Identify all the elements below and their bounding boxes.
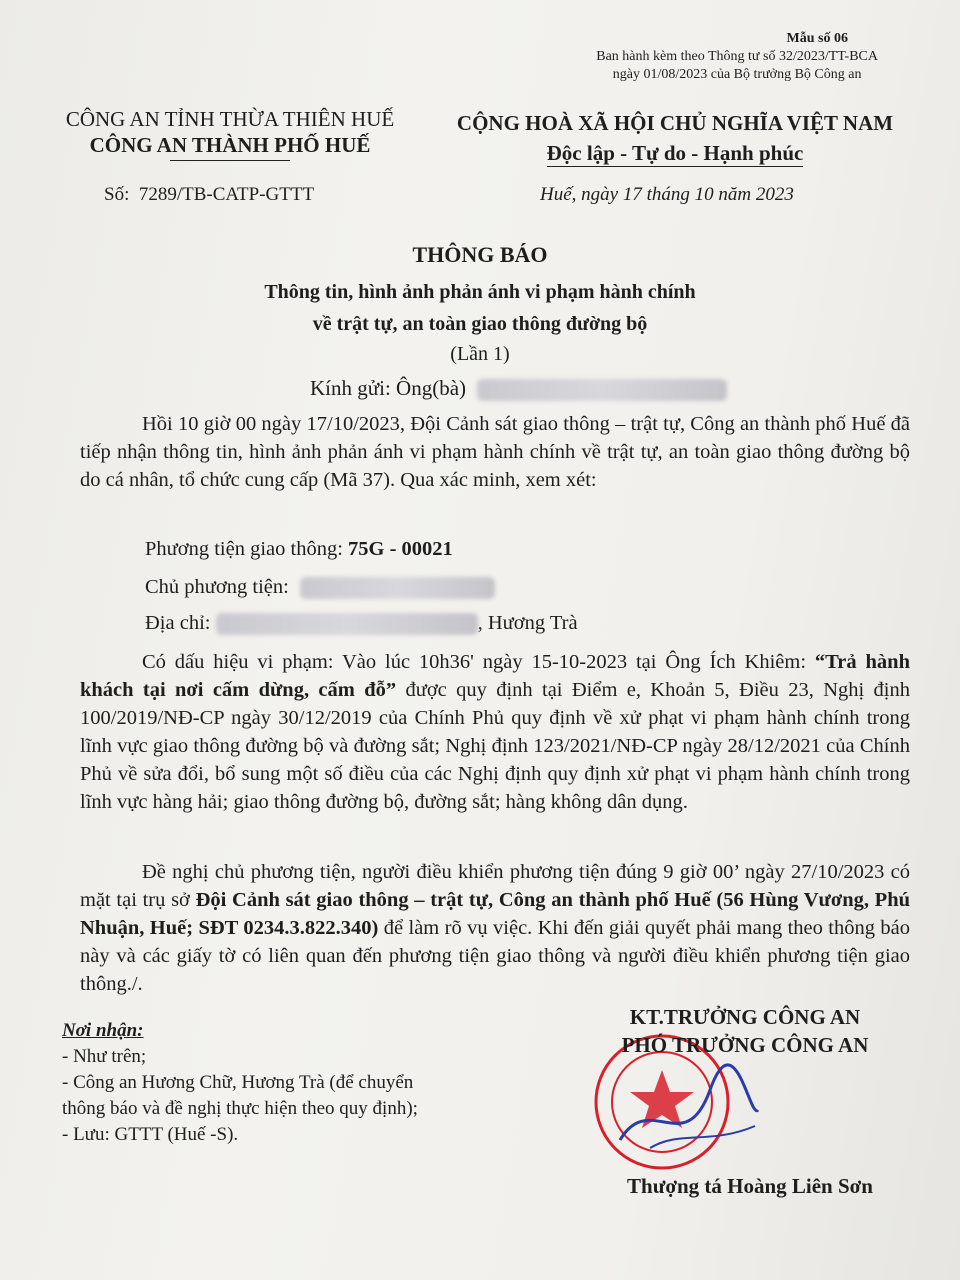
document-title: THÔNG BÁO	[412, 242, 548, 267]
recipient-line	[310, 376, 727, 401]
document-number	[104, 184, 314, 206]
signature-line1: KT.TRƯỞNG CÔNG AN	[629, 1005, 861, 1029]
form-issued-line2: ngày 01/08/2023 của Bộ trưởng Bộ Công an	[612, 67, 862, 82]
address-suffix: , Hương Trà	[477, 612, 578, 634]
form-reference	[596, 30, 878, 84]
subtitle-line1: Thông tin, hình ảnh phản ánh vi phạm hành chính	[264, 281, 696, 303]
request-lead: Đề nghị chủ phương tiện, người điều khiển phương tiện đúng 9 giờ 00’ ngày 27/10/2023 có mặt tại trụ sở	[80, 861, 910, 911]
signature-block	[580, 1003, 910, 1059]
vehicle-label: Phương tiện giao thông:	[145, 538, 343, 560]
signer-name: Thượng tá Hoàng Liên Sơn	[627, 1174, 873, 1198]
doc-number-value: 7289/TB-CATP-GTTT	[138, 184, 315, 205]
address-line	[145, 612, 578, 635]
agency-underline	[170, 160, 290, 161]
owner-label: Chủ phương tiện:	[145, 576, 289, 598]
violation-paragraph	[80, 648, 910, 816]
attempt-number: (Lần 1)	[450, 343, 510, 365]
document-subtitle	[0, 276, 960, 340]
redacted-address	[216, 613, 478, 635]
signature-line2: PHÓ TRƯỞNG CÔNG AN	[621, 1033, 869, 1057]
nation-motto: Độc lập - Tự do - Hạnh phúc	[546, 141, 804, 165]
request-paragraph	[80, 858, 910, 998]
violation-rest: được quy định tại Điểm e, Khoản 5, Điều 23, Nghị định 100/2019/NĐ-CP ngày 30/12/2019 của Chính Phủ quy định về xử phạt vi phạm hành chính trong lĩnh vực giao thông đường bộ và đường sắt; Nghị định 123/2021/NĐ-CP ngày 28/12/2021 của Chính Phủ về sửa đổi, bổ sung một số điều của các Nghị định quy định xử phạt vi phạm hành chính trong lĩnh vực hàng hải; giao thông đường bộ, đường sắt; hàng không dân dụng.	[80, 679, 910, 813]
place-date: Huế, ngày 17 tháng 10 năm 2023	[540, 184, 794, 205]
owner-line	[145, 576, 495, 599]
recipient-label: Kính gửi: Ông(bà)	[310, 376, 467, 400]
doc-number-label: Số:	[104, 184, 130, 205]
recipient-item: thông báo và đề nghị thực hiện theo quy định);	[62, 1098, 418, 1119]
redacted-recipient	[477, 379, 727, 401]
vehicle-plate: 75G - 00021	[348, 538, 453, 560]
address-label: Địa chỉ:	[145, 612, 211, 634]
agency-line2: CÔNG AN THÀNH PHỐ HUẾ	[89, 133, 371, 157]
national-header	[440, 108, 910, 168]
form-number: Mẫu số 06	[786, 31, 848, 46]
violation-quote: “Trả hành khách tại nơi cấm dừng, cấm đỗ”	[80, 651, 910, 701]
form-issued-line1: Ban hành kèm theo Thông tư số 32/2023/TT-BCA	[596, 49, 878, 64]
redacted-owner	[300, 577, 495, 599]
vehicle-line	[145, 538, 453, 561]
recipient-item: - Công an Hương Chữ, Hương Trà (để chuyển	[62, 1072, 414, 1093]
recipients-block	[62, 1018, 418, 1148]
subtitle-line2: về trật tự, an toàn giao thông đường bộ	[312, 313, 648, 335]
nation-line1: CỘNG HOÀ XÃ HỘI CHỦ NGHĨA VIỆT NAM	[456, 111, 894, 135]
violation-lead: Có dấu hiệu vi phạm: Vào lúc 10h36' ngày 15-10-2023 tại Ông Ích Khiêm:	[142, 651, 807, 673]
recipient-item: - Như trên;	[62, 1046, 147, 1067]
request-rest: để làm rõ vụ việc. Khi đến giải quyết phải mang theo thông báo này và các giấy tờ có liên quan đến phương tiện giao thông và người điều khiển phương tiện giao thông./.	[80, 917, 911, 995]
recipients-title: Nơi nhận:	[62, 1020, 144, 1041]
agency-line1: CÔNG AN TỈNH THỪA THIÊN HUẾ	[65, 107, 395, 131]
request-office: Đội Cảnh sát giao thông – trật tự, Công an thành phố Huế (56 Hùng Vương, Phú Nhuận, Huế; SĐT 0234.3.822.340)	[80, 889, 910, 939]
issuing-agency	[30, 106, 430, 161]
intro-paragraph: Hồi 10 giờ 00 ngày 17/10/2023, Đội Cảnh sát giao thông – trật tự, Công an thành phố Huế đã tiếp nhận thông tin, hình ảnh phản ánh vi phạm hành chính về trật tự, an toàn giao thông đường bộ do cá nhân, tổ chức cung cấp (Mã 37). Qua xác minh, xem xét:	[80, 413, 910, 491]
recipient-item: - Lưu: GTTT (Huế -S).	[62, 1124, 239, 1145]
